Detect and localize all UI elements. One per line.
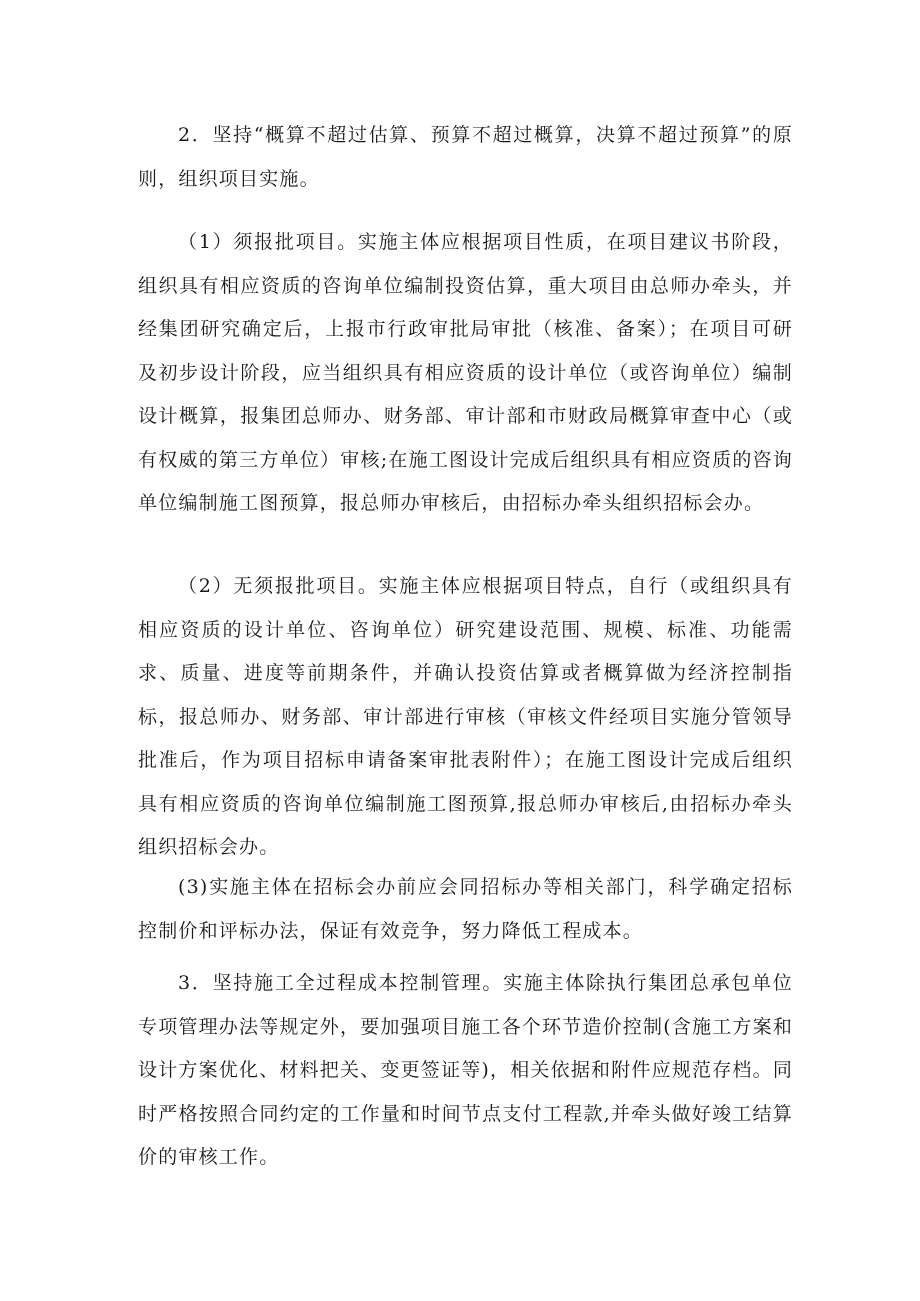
paragraph-non-approval-projects: （2）无须报批项目。实施主体应根据项目特点，自行（或组织具有相应资质的设计单位、咨询单位）研究建设范围、规模、标准、功能需求、质量、进度等前期条件，并确认投资估算或者概算做为经济控制指标，报总师办、财务部、审计部进行审核（审核文件经项目实施分管领导批准后，作为项目招标申请备案审批表附件）；在施工图设计完成后组织具有相应资质的咨询单位编制施工图预算,报总师办审核后,由招标办牵头组织招标会办。 (138, 575, 793, 858)
paragraph-principle: 2．坚持“概算不超过估算、预算不超过概算，决算不超过预算”的原则，组织项目实施。 (138, 124, 793, 190)
paragraph-approval-projects: （1）须报批项目。实施主体应根据项目性质，在项目建议书阶段，组织具有相应资质的咨询单位编制投资估算，重大项目由总师办牵头，并经集团研究确定后，上报市行政审批局审批（核准、备案）；在项目可研及初步设计阶段，应当组织具有相应资质的设计单位（或咨询单位）编制设计概算，报集团总师办、财务部、审计部和市财政局概算审查中心（或有权威的第三方单位）审核;在施工图设计完成后组织具有相应资质的咨询单位编制施工图预算，报总师办审核后，由招标办牵头组织招标会办。 (138, 231, 793, 514)
paragraph-construction-cost-control: 3．坚持施工全过程成本控制管理。实施主体除执行集团总承包单位专项管理办法等规定外，要加强项目施工各个环节造价控制(含施工方案和设计方案优化、材料把关、变更签证等)，相关依据和附件应规范存档。同时严格按照合同约定的工作量和时间节点支付工程款,并牵头做好竣工结算价的审核工作。 (138, 972, 794, 1168)
paragraph-bidding-control: (3)实施主体在招标会办前应会同招标办等相关部门，科学确定招标控制价和评标办法，保证有效竞争，努力降低工程成本。 (138, 876, 793, 942)
